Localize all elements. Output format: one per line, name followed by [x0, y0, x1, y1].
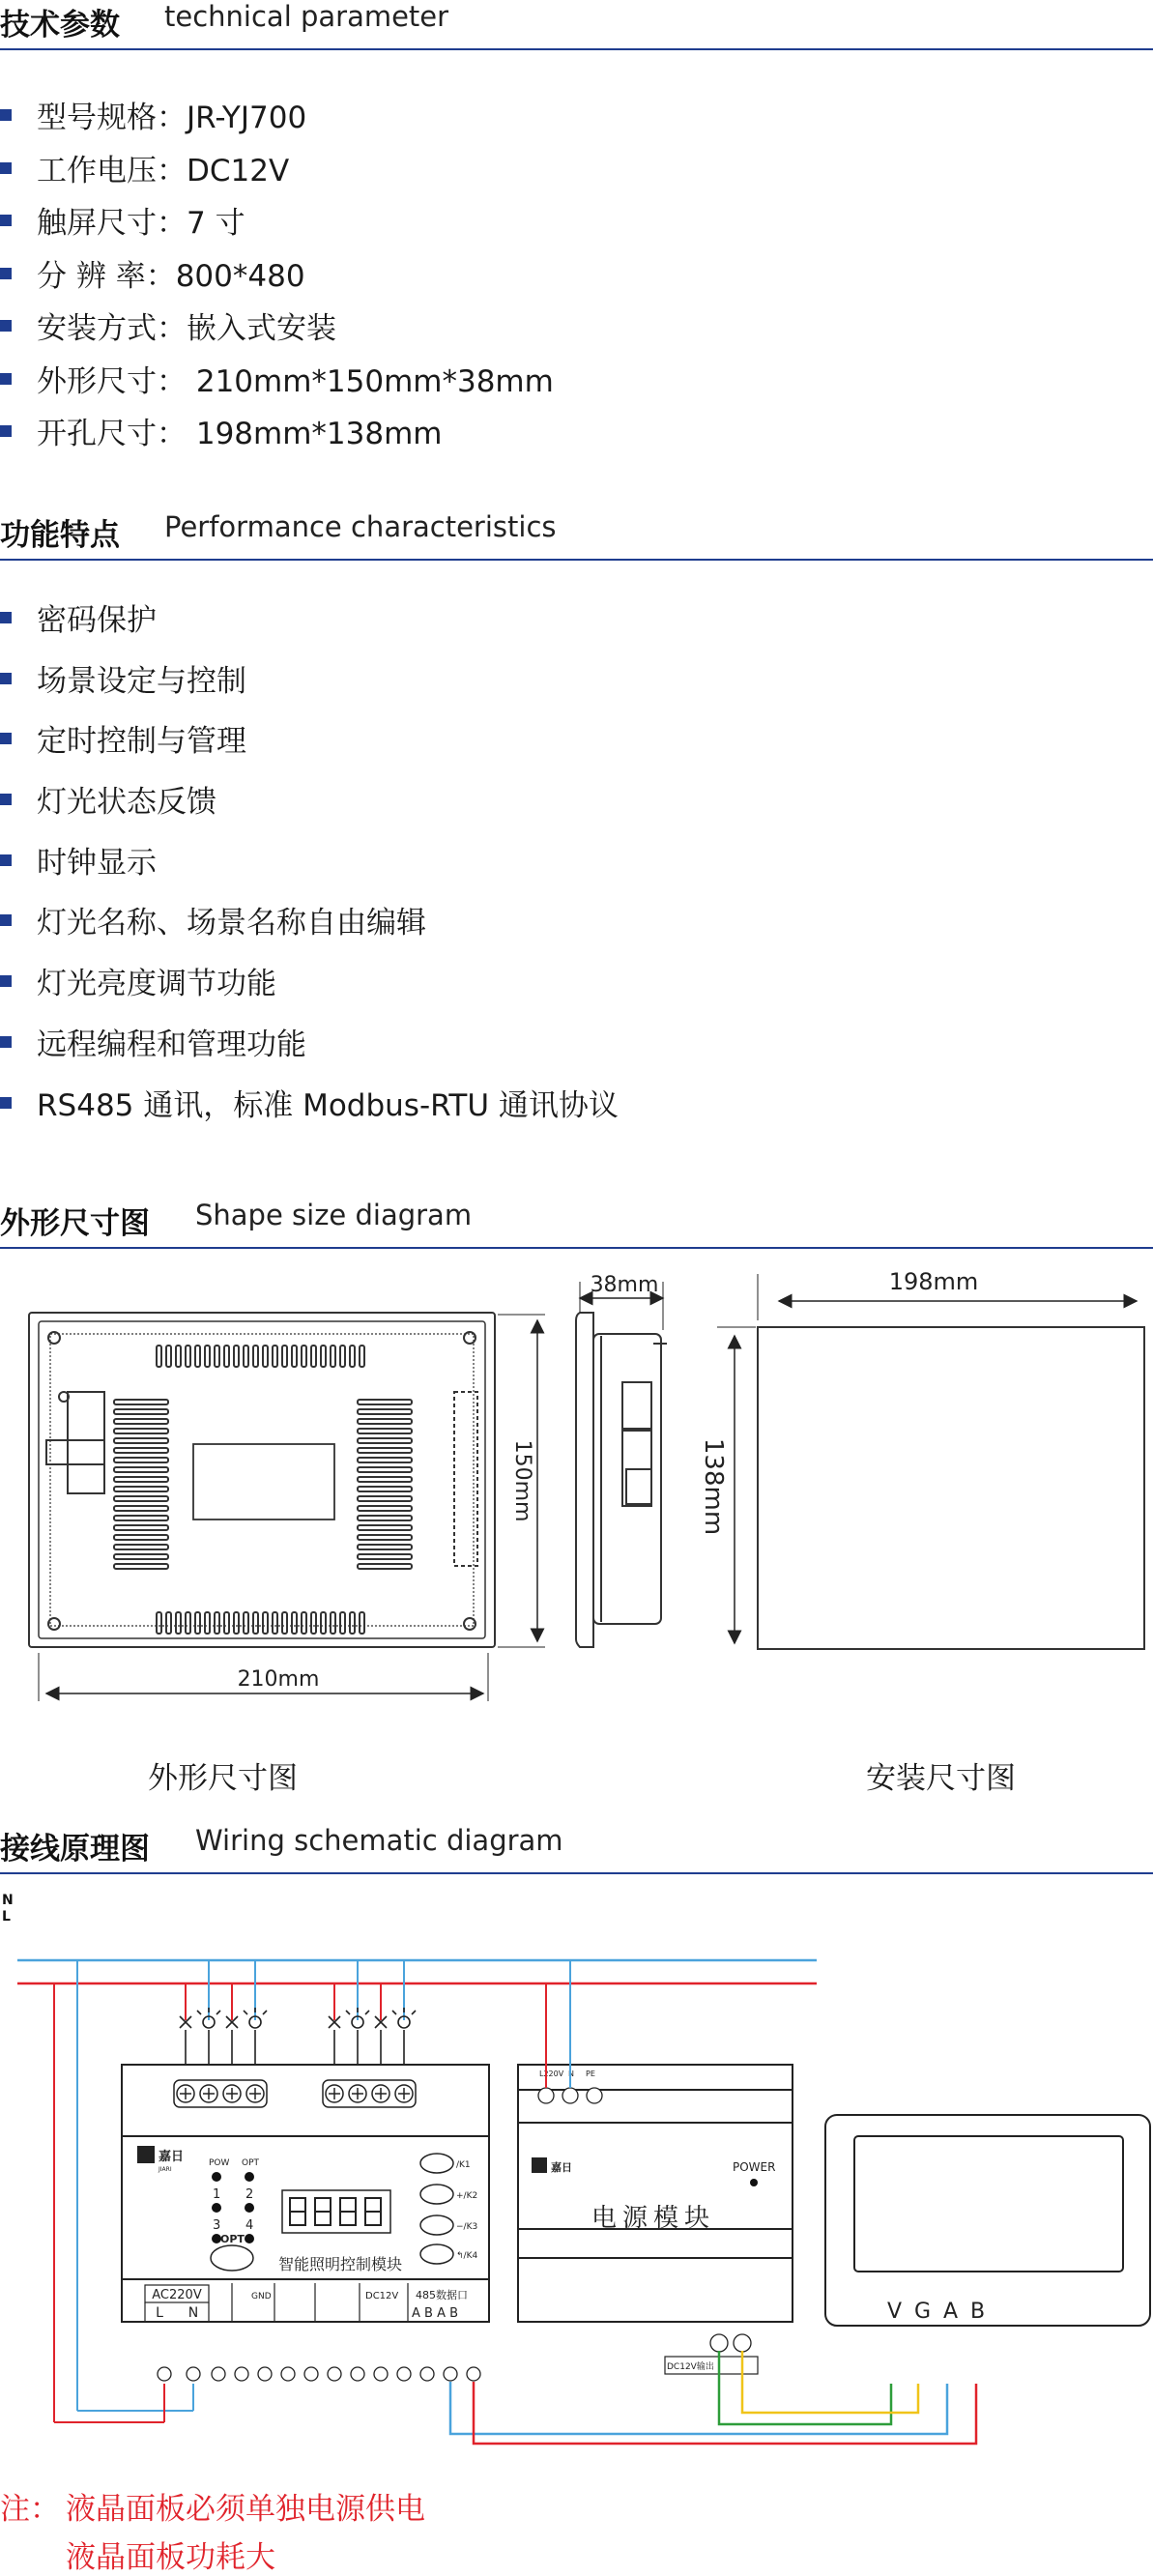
psu-out-label: DC12V输出: [667, 2362, 714, 2372]
performance-title-en: Performance characteristics: [164, 510, 557, 543]
list-item: 密码保护: [0, 595, 619, 656]
side-button-label: +/K2: [456, 2191, 478, 2201]
bullet-square-icon: [0, 109, 12, 121]
term-l: L: [156, 2305, 163, 2321]
module-brand-pinyin: JIARI: [159, 2166, 172, 2173]
psu-brand: 嘉日: [551, 2161, 572, 2174]
caption-outline: 外形尺寸图: [148, 1761, 298, 1796]
front-view: [29, 1313, 495, 1647]
list-item: 工作电压：DC12V: [0, 146, 554, 199]
technical-title-cn: 技术参数: [0, 8, 120, 43]
bullet-square-icon: [0, 1097, 12, 1109]
technical-list: [0, 93, 554, 462]
bullet-square-icon: [0, 320, 12, 332]
opt-button-label: OPT: [220, 2233, 245, 2245]
shape-title-en: Shape size diagram: [195, 1199, 473, 1231]
psu-in-pe: PE: [586, 2069, 595, 2078]
opt-button: [211, 2245, 253, 2271]
bullet-square-icon: [0, 975, 12, 987]
term-dc12v: DC12V: [365, 2291, 399, 2301]
wiring-section-header: [0, 1824, 1153, 1878]
psu-in-n: N: [568, 2069, 574, 2078]
channel-number: 1: [213, 2187, 221, 2202]
section-divider: [0, 559, 1153, 561]
bullet-square-icon: [0, 673, 12, 684]
label-pow: POW: [209, 2158, 230, 2168]
wiring-title-cn: 接线原理图: [0, 1832, 150, 1867]
side-view: [576, 1313, 667, 1647]
bullet-square-icon: [0, 854, 12, 866]
bullet-square-icon: [0, 1036, 12, 1048]
performance-title-cn: 功能特点: [0, 518, 120, 553]
bullet-square-icon: [0, 733, 12, 744]
psu-in-label: L220V: [539, 2069, 564, 2078]
list-item: 定时控制与管理: [0, 716, 619, 777]
dim-cut-height-label: 138mm: [699, 1437, 728, 1536]
bullet-square-icon: [0, 268, 12, 279]
module-name: 智能照明控制模块: [277, 2255, 403, 2273]
performance-section-header: [0, 510, 1153, 564]
bullet-square-icon: [0, 612, 12, 623]
list-item: 场景设定与控制: [0, 656, 619, 717]
power-led: [750, 2179, 758, 2186]
list-item: 分 辨 率：800*480: [0, 251, 554, 304]
note-line-2: 液晶面板功耗大: [66, 2540, 275, 2575]
performance-list: [0, 595, 619, 1141]
line-l-label: L: [2, 1909, 11, 1925]
list-item: 灯光状态反馈: [0, 777, 619, 838]
technical-title-en: technical parameter: [164, 0, 449, 33]
term-abab: A B A B: [412, 2306, 459, 2321]
section-divider: [0, 1872, 1153, 1874]
side-button-label: ↰/K4: [456, 2251, 478, 2261]
dim-width-label: 210mm: [237, 1667, 320, 1692]
dim-cut-width-label: 198mm: [888, 1268, 979, 1295]
psu-power-label: POWER: [733, 2160, 776, 2174]
channel-number: 4: [245, 2218, 254, 2233]
list-item: 安装方式：嵌入式安装: [0, 304, 554, 357]
dim-depth-label: 38mm: [590, 1273, 659, 1297]
lcd-panel: [825, 2115, 1150, 2326]
list-item: 开孔尺寸： 198mm*138mm: [0, 409, 554, 462]
module-brand: 嘉日: [159, 2150, 185, 2164]
list-item: 外形尺寸： 210mm*150mm*38mm: [0, 357, 554, 410]
bullet-square-icon: [0, 373, 12, 385]
note-prefix: 注：: [0, 2492, 60, 2527]
list-item: RS485 通讯，标准 Modbus-RTU 通讯协议: [0, 1081, 619, 1142]
caption-install: 安装尺寸图: [866, 1761, 1016, 1796]
list-item: 远程编程和管理功能: [0, 1020, 619, 1081]
panel-label: B: [970, 2300, 986, 2324]
technical-section-header: [0, 0, 1153, 54]
list-item: 灯光名称、场景名称自由编辑: [0, 898, 619, 959]
section-divider: [0, 48, 1153, 50]
bullet-square-icon: [0, 215, 12, 226]
list-item: 时钟显示: [0, 838, 619, 899]
wiring-title-en: Wiring schematic diagram: [195, 1824, 563, 1857]
note-line-1: 液晶面板必须单独电源供电: [66, 2492, 425, 2527]
shape-title-cn: 外形尺寸图: [0, 1206, 150, 1241]
channel-number: 3: [213, 2218, 221, 2233]
term-gnd: GND: [251, 2292, 272, 2301]
list-item: 型号规格：JR-YJ700: [0, 93, 554, 146]
channel-number: 2: [245, 2187, 254, 2202]
shape-size-drawing: [0, 1257, 1153, 1740]
power-module: [518, 2065, 793, 2322]
side-button-label: /K1: [456, 2160, 471, 2170]
section-divider: [0, 1247, 1153, 1249]
bullet-square-icon: [0, 162, 12, 174]
shape-section-header: [0, 1199, 1153, 1253]
psu-name: 电源模块: [591, 2204, 716, 2233]
panel-label: G: [914, 2300, 932, 2324]
cutout-view: [758, 1327, 1144, 1649]
bullet-square-icon: [0, 914, 12, 926]
bullet-square-icon: [0, 425, 12, 437]
panel-label: V: [887, 2300, 903, 2324]
term-485: 485数据口: [416, 2289, 468, 2301]
bullet-square-icon: [0, 794, 12, 805]
term-n: N: [187, 2305, 199, 2321]
list-item: 触屏尺寸：7 寸: [0, 198, 554, 251]
side-button-label: −/K3: [456, 2222, 478, 2232]
label-opt: OPT: [242, 2158, 260, 2168]
panel-label: A: [943, 2300, 959, 2324]
dim-height-label: 150mm: [510, 1439, 534, 1522]
line-n-label: N: [2, 1893, 14, 1908]
list-item: 灯光亮度调节功能: [0, 959, 619, 1020]
term-ac220v: AC220V: [152, 2288, 202, 2302]
wiring-diagram: [0, 1883, 1153, 2453]
